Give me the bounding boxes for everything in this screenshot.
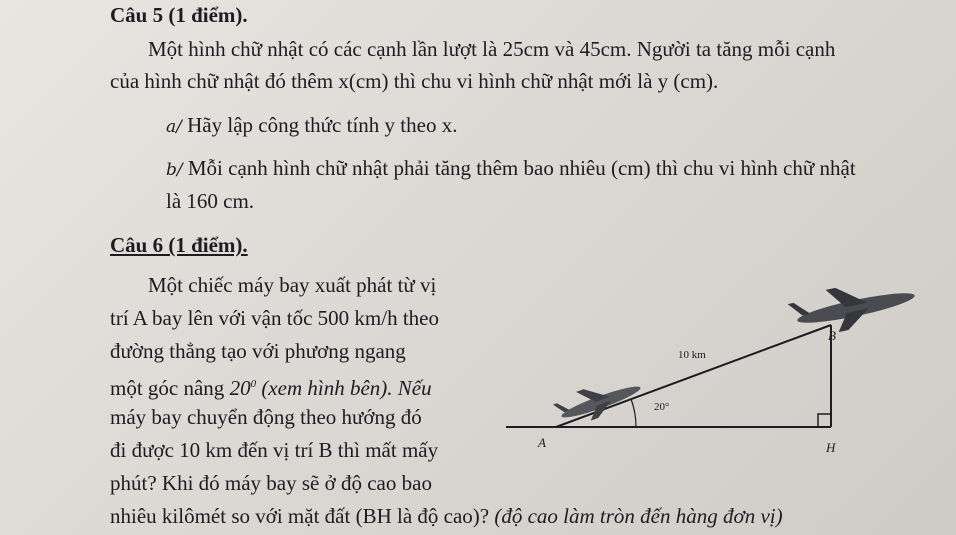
q6-line-4 bbox=[110, 371, 432, 401]
q6-line-1: Một chiếc máy bay xuất phát từ vị bbox=[148, 273, 437, 297]
angle-arc bbox=[631, 399, 636, 427]
airplane-triangle-figure bbox=[486, 280, 956, 470]
q6-angle-prefix: một góc nâng bbox=[110, 376, 225, 400]
label-h: H bbox=[826, 440, 836, 455]
angle-label: 20° bbox=[654, 401, 670, 413]
q6-line-3: đường thẳng tạo với phương ngang bbox=[110, 339, 406, 363]
label-a: A bbox=[538, 435, 546, 450]
q5-part-a-label: a/ bbox=[166, 117, 182, 137]
q6-line-8-text: nhiêu kilômét so với mặt đất (BH là độ cao)? bbox=[110, 504, 490, 528]
q5-line-1: Một hình chữ nhật có các cạnh lần lượt là 25cm và 45cm. Người ta tăng mỗi cạnh bbox=[148, 37, 836, 61]
q6-angle-value bbox=[230, 376, 257, 400]
q6-paren-note: (xem hình bên). Nếu bbox=[261, 376, 432, 400]
q6-line-8 bbox=[110, 503, 783, 529]
label-b: B bbox=[828, 328, 836, 343]
q5-part-b-text: Mỗi cạnh hình chữ nhật phải tăng thêm bao nhiêu (cm) thì chu vi hình chữ nhật bbox=[187, 156, 856, 180]
q6-line-6: đi được 10 km đến vị trí B thì mất mấy bbox=[110, 438, 439, 462]
q6-round-note: (độ cao làm tròn đến hàng đơn vị) bbox=[494, 504, 783, 528]
q6-angle-degree: 0 bbox=[250, 378, 257, 390]
q5-part-b-text-2: là 160 cm. bbox=[166, 189, 255, 213]
q5-part-b-label: b/ bbox=[166, 160, 183, 180]
q6-title: Câu 6 (1 điểm). bbox=[110, 233, 248, 257]
q6-line-2: trí A bay lên với vận tốc 500 km/h theo bbox=[110, 306, 439, 330]
q6-line-5: máy bay chuyển động theo hướng đó bbox=[110, 405, 422, 429]
q5-line-2: của hình chữ nhật đó thêm x(cm) thì chu vi hình chữ nhật mới là y (cm). bbox=[110, 69, 719, 93]
q5-title: Câu 5 (1 điểm). bbox=[110, 3, 248, 27]
q6-line-7: phút? Khi đó máy bay sẽ ở độ cao bao bbox=[110, 471, 432, 495]
right-angle-marker bbox=[818, 414, 831, 427]
q5-part-a-text: Hãy lập công thức tính y theo x. bbox=[187, 113, 458, 137]
q6-angle-number: 20 bbox=[229, 376, 251, 400]
q5-part-a bbox=[166, 112, 457, 140]
distance-label: 10 km bbox=[678, 349, 706, 361]
airplane-b-icon bbox=[786, 280, 918, 341]
q5-part-b bbox=[166, 155, 856, 183]
